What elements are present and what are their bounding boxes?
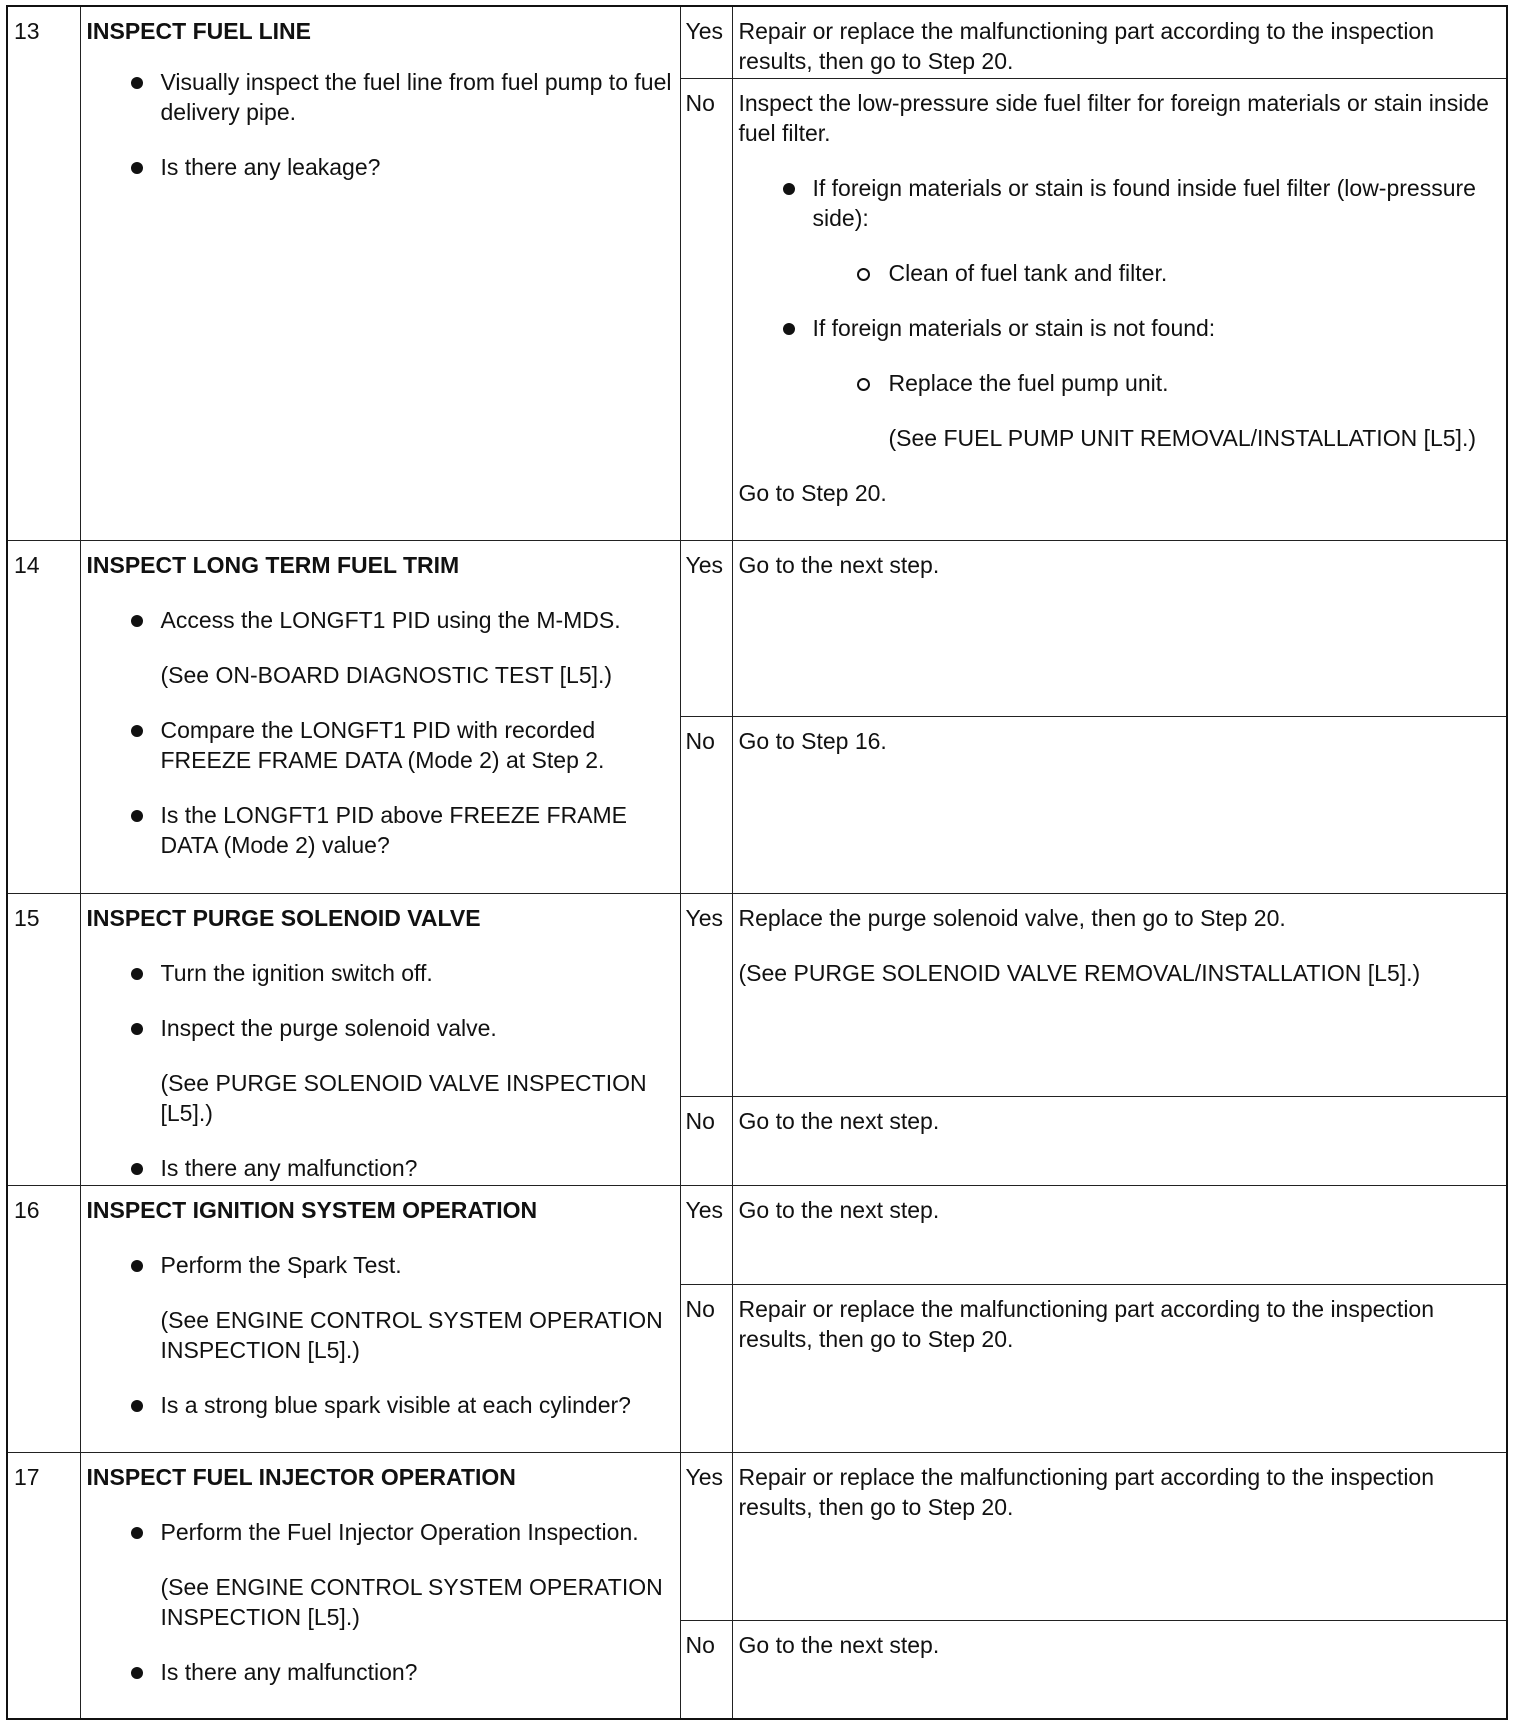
bullet-item: Is there any leakage? <box>87 152 672 182</box>
bullet-text: Perform the Fuel Injector Operation Inspection. <box>160 1518 639 1545</box>
bullet-text: Inspect the purge solenoid valve. <box>160 1014 497 1041</box>
yes-action <box>732 893 1507 1096</box>
reference-note: (See ON-BOARD DIAGNOSTIC TEST [L5].) <box>160 661 613 688</box>
bullet-item: Is the LONGFT1 PID above FREEZE FRAME DATA (Mode 2) value? <box>87 800 672 860</box>
step-title: INSPECT LONG TERM FUEL TRIM <box>86 551 460 578</box>
yes-action: Go to the next step. <box>732 1185 1507 1284</box>
sub-bullet-item: Clean of fuel tank and filter. <box>739 258 1503 288</box>
no-action: Repair or replace the malfunctioning part according to the inspection results, then go to Step 20. <box>732 1284 1507 1452</box>
no-label: No <box>680 716 732 893</box>
step-13-inspection <box>80 6 680 540</box>
bullet-item: If foreign materials or stain is not found: <box>739 313 1503 343</box>
step-17-inspection <box>80 1452 680 1719</box>
no-label: No <box>680 78 732 540</box>
no-label: No <box>680 1284 732 1452</box>
bullet-text: Perform the Spark Test. <box>160 1251 402 1278</box>
step-title: INSPECT FUEL LINE <box>86 18 311 44</box>
bullet-item: Is there any malfunction? <box>87 1657 672 1687</box>
yes-label: Yes <box>680 1185 732 1284</box>
bullet-item: Is a strong blue spark visible at each cylinder? <box>87 1390 672 1420</box>
no-action <box>732 78 1507 540</box>
step-16-yes-row <box>7 1185 1507 1284</box>
step-number: 15 <box>7 893 80 1185</box>
bullet-item <box>87 605 672 690</box>
step-17-yes-row <box>7 1452 1507 1620</box>
no-action: Go to Step 16. <box>732 716 1507 893</box>
diagnostic-table <box>6 5 1508 1720</box>
bullet-item <box>87 1250 672 1365</box>
step-number: 17 <box>7 1452 80 1719</box>
sub-bullet-item: Replace the fuel pump unit. <box>739 368 1503 398</box>
step-number: 16 <box>7 1185 80 1452</box>
step-14-yes-row <box>7 540 1507 716</box>
yes-label: Yes <box>680 540 732 716</box>
bullet-item: Is there any malfunction? <box>87 1153 672 1183</box>
bullet-item: Compare the LONGFT1 PID with recorded FREEZE FRAME DATA (Mode 2) at Step 2. <box>87 715 672 775</box>
action-text: Replace the purge solenoid valve, then go to Step 20. <box>738 904 1286 931</box>
no-label: No <box>680 1620 732 1719</box>
step-14-inspection <box>80 540 680 893</box>
bullet-item: Visually inspect the fuel line from fuel pump to fuel delivery pipe. <box>87 67 672 127</box>
bullet-text: Access the LONGFT1 PID using the M-MDS. <box>160 606 621 633</box>
yes-action: Repair or replace the malfunctioning part according to the inspection results, then go to Step 20. <box>732 6 1507 78</box>
bullet-item <box>87 1013 672 1128</box>
yes-action: Go to the next step. <box>732 540 1507 716</box>
step-number: 14 <box>7 540 80 893</box>
step-number: 13 <box>7 6 80 540</box>
yes-label: Yes <box>680 893 732 1096</box>
no-action: Go to the next step. <box>732 1096 1507 1185</box>
step-13-yes-row <box>7 6 1507 78</box>
step-title: INSPECT IGNITION SYSTEM OPERATION <box>86 1196 538 1223</box>
step-15-yes-row <box>7 893 1507 1096</box>
bullet-item <box>87 1517 672 1632</box>
step-16-inspection <box>80 1185 680 1452</box>
no-label: No <box>680 1096 732 1185</box>
yes-action: Repair or replace the malfunctioning part according to the inspection results, then go to Step 20. <box>732 1452 1507 1620</box>
no-intro: Inspect the low-pressure side fuel filter for foreign materials or stain inside fuel filter. <box>738 89 1489 146</box>
no-action: Go to the next step. <box>732 1620 1507 1719</box>
step-title: INSPECT FUEL INJECTOR OPERATION <box>86 1463 516 1490</box>
reference-note: (See ENGINE CONTROL SYSTEM OPERATION INSPECTION [L5].) <box>160 1573 663 1630</box>
reference-note: (See PURGE SOLENOID VALVE REMOVAL/INSTALLATION [L5].) <box>738 959 1421 986</box>
reference-note: (See FUEL PUMP UNIT REMOVAL/INSTALLATION [L5].) <box>888 424 1476 451</box>
yes-label: Yes <box>680 1452 732 1620</box>
step-title: INSPECT PURGE SOLENOID VALVE <box>86 904 481 931</box>
bullet-item: If foreign materials or stain is found inside fuel filter (low-pressure side): <box>739 173 1503 233</box>
reference-note: (See ENGINE CONTROL SYSTEM OPERATION INSPECTION [L5].) <box>160 1306 663 1363</box>
step-15-inspection <box>80 893 680 1185</box>
diagnostic-procedure-sheet <box>6 5 1506 1718</box>
yes-label: Yes <box>680 6 732 78</box>
reference-note: (See PURGE SOLENOID VALVE INSPECTION [L5].) <box>160 1069 647 1126</box>
bullet-item: Turn the ignition switch off. <box>87 958 672 988</box>
goto-text: Go to Step 20. <box>738 479 887 506</box>
